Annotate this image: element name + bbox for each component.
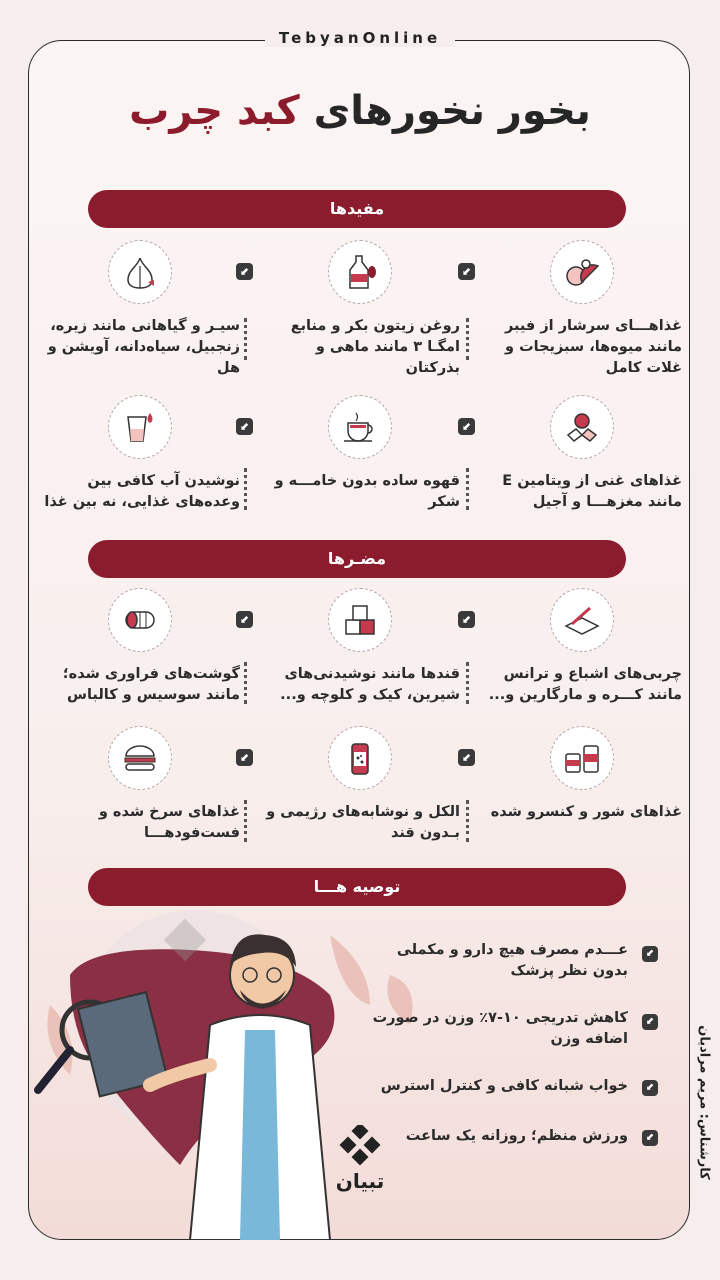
harmful-item-1 [482, 588, 682, 706]
useful-item-5 [260, 395, 460, 513]
arrow-icon: ⬋ [236, 418, 253, 435]
useful-item-3-text: سیـر و گیاهانی مانند زیره، زنجبیل، سیاه‌دانه، آویشن و هل [47, 318, 240, 376]
section-harmful: مضـرها [88, 540, 626, 578]
harmful-item-3-text: گوشت‌های فراوری شده؛ مانند سوسیس و کالباس [62, 666, 240, 703]
dotted-divider [466, 468, 472, 510]
dotted-divider [244, 318, 250, 360]
arrow-icon: ⬋ [458, 749, 475, 766]
garlic-icon [108, 240, 172, 304]
harmful-item-6 [40, 726, 240, 844]
useful-item-2 [260, 240, 460, 379]
soda-can-icon [328, 726, 392, 790]
page-title [0, 88, 720, 134]
arrow-icon: ⬋ [458, 611, 475, 628]
harmful-item-2 [260, 588, 460, 706]
arrow-icon: ⬋ [642, 1014, 658, 1030]
tip-3: خواب شبانه کافی و کنترل استرس [380, 1078, 628, 1094]
useful-item-6 [40, 395, 240, 513]
canned-food-icon [550, 726, 614, 790]
dotted-divider [466, 318, 472, 360]
logo-text: تبیان [335, 1169, 385, 1193]
useful-item-1-text: غذاهـــای سرشار از فیبر مانند میوه‌ها، سبزیجات و غلات کامل [504, 318, 682, 376]
brand-header [0, 28, 720, 47]
harmful-item-4 [482, 726, 682, 823]
arrow-icon: ⬋ [236, 611, 253, 628]
sausage-icon [108, 588, 172, 652]
useful-item-2-text: روغن زیتون بکر و منابع امگـا ۳ مانند ماهی و بذرکتان [290, 318, 460, 376]
water-glass-icon [108, 395, 172, 459]
useful-item-6-text: نوشیدن آب کافی بین وعده‌های غذایی، نه بین غذا [44, 473, 240, 510]
burger-icon [108, 726, 172, 790]
arrow-icon: ⬋ [458, 418, 475, 435]
dotted-divider [466, 800, 472, 842]
section-useful: مفیدها [88, 190, 626, 228]
arrow-icon: ⬋ [236, 263, 253, 280]
fruits-icon [550, 240, 614, 304]
arrow-icon: ⬋ [458, 263, 475, 280]
useful-item-5-text: قهوه ساده بدون خامـــه و شکر [274, 473, 460, 510]
title-part1: بخور نخورهای [313, 88, 591, 134]
sugar-cubes-icon [328, 588, 392, 652]
dotted-divider [244, 468, 250, 510]
logo-mark-icon [338, 1125, 382, 1165]
author-credit [694, 990, 714, 1220]
harmful-item-6-text: غذاهای سرخ شده و فست‌فودهـــا [98, 804, 240, 841]
dotted-divider [244, 800, 250, 842]
harmful-item-5 [260, 726, 460, 844]
useful-item-3 [40, 240, 240, 379]
harmful-item-2-text: قندها مانند نوشیدنی‌های شیرین، کیک و کلوچه و... [280, 666, 460, 703]
dotted-divider [466, 662, 472, 704]
olive-oil-icon [328, 240, 392, 304]
author-label: کارشناس: مریم مرادیان [696, 1025, 712, 1180]
arrow-icon: ⬋ [642, 1080, 658, 1096]
arrow-icon: ⬋ [642, 946, 658, 962]
useful-item-1 [482, 240, 682, 379]
brand-label: TebyanOnline [265, 29, 455, 47]
arrow-icon: ⬋ [236, 749, 253, 766]
useful-item-4-text: غذاهای غنی از ویتامین E مانند مغزهـــا و آجیل [502, 473, 682, 510]
coffee-icon [328, 395, 392, 459]
harmful-item-4-text: غذاهای شور و کنسرو شده [490, 804, 682, 820]
tip-4: ورزش منظم؛ روزانه یک ساعت [405, 1128, 628, 1144]
harmful-item-1-text: چربی‌های اشباع و ترانس مانند کـــره و مارگارین و... [488, 666, 682, 703]
nuts-vitamin-icon [550, 395, 614, 459]
harmful-item-3 [40, 588, 240, 706]
butter-icon [550, 588, 614, 652]
section-tips: توصیه هـــا [88, 868, 626, 906]
tip-2: کاهش تدریجی ۱۰-۷٪ وزن در صورت اضافه وزن [372, 1010, 628, 1047]
tip-1: عـــدم مصرف هیچ دارو و مکملی بدون نظر پزشک [396, 942, 628, 979]
dotted-divider [244, 662, 250, 704]
title-part2: کبد چرب [129, 88, 300, 134]
tebyan-logo [325, 1125, 395, 1193]
useful-item-4 [482, 395, 682, 513]
arrow-icon: ⬋ [642, 1130, 658, 1146]
harmful-item-5-text: الکل و نوشابه‌های رژیمی و بـدون قند [266, 804, 460, 841]
